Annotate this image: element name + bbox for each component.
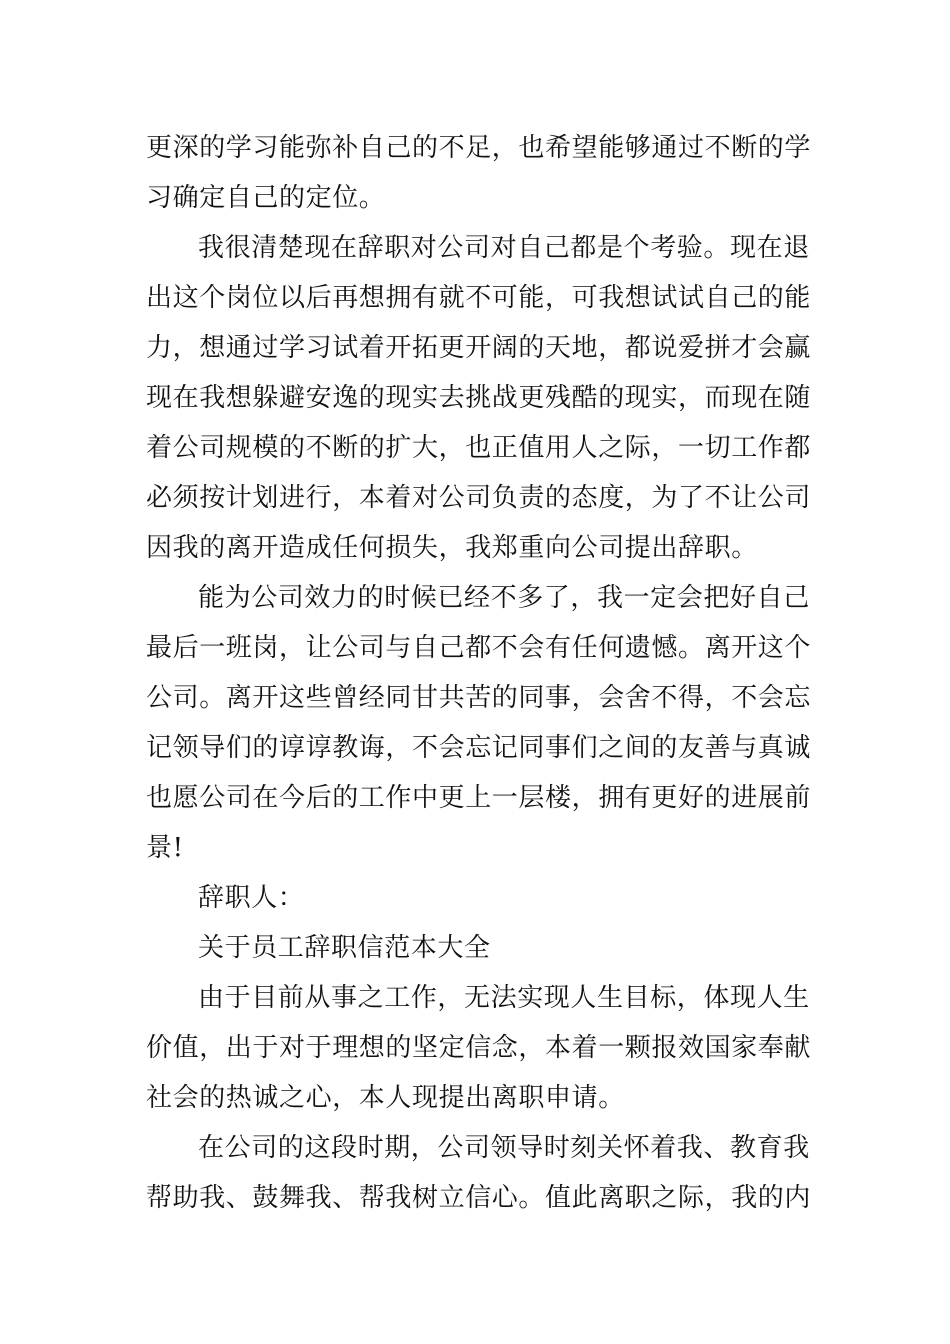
- text-line: 景!: [146, 833, 184, 863]
- text-line: 帮助我、鼓舞我、帮我树立信心。值此离职之际，我的内: [146, 1183, 812, 1213]
- text-line: 能为公司效力的时候已经不多了，我一定会把好自己: [198, 583, 810, 613]
- text-line: 社会的热诚之心，本人现提出离职申请。: [146, 1083, 625, 1113]
- text-line: 出这个岗位以后再想拥有就不可能，可我想试试自己的能: [146, 283, 812, 313]
- text-line: 必须按计划进行，本着对公司负责的态度，为了不让公司: [146, 483, 812, 513]
- text-line: 更深的学习能弥补自己的不足，也希望能够通过不断的学: [146, 133, 812, 163]
- text-line: 记领导们的谆谆教诲，不会忘记同事们之间的友善与真诚: [146, 733, 812, 763]
- text-line: 辞职人：: [198, 883, 305, 913]
- text-line: 习确定自己的定位。: [146, 183, 386, 213]
- text-line: 也愿公司在今后的工作中更上一层楼，拥有更好的进展前: [146, 783, 812, 813]
- text-line: 因我的离开造成任何损失，我郑重向公司提出辞职。: [146, 533, 758, 563]
- text-line: 现在我想躲避安逸的现实去挑战更残酷的现实，而现在随: [146, 383, 812, 413]
- text-line: 最后一班岗，让公司与自己都不会有任何遗憾。离开这个: [146, 633, 812, 663]
- text-line: 我很清楚现在辞职对公司对自己都是个考验。现在退: [198, 233, 810, 263]
- text-line: 在公司的这段时期，公司领导时刻关怀着我、教育我: [198, 1133, 810, 1163]
- text-line: 力，想通过学习试着开拓更开阔的天地，都说爱拼才会赢: [146, 333, 812, 363]
- text-line: 由于目前从事之工作，无法实现人生目标，体现人生: [198, 983, 810, 1013]
- text-line: 着公司规模的不断的扩大，也正值用人之际，一切工作都: [146, 433, 812, 463]
- text-line: 价值，出于对于理想的坚定信念，本着一颗报效国家奉献: [146, 1033, 812, 1063]
- document-body-text: [146, 123, 812, 1223]
- text-line: 公司。离开这些曾经同甘共苦的同事，会舍不得，不会忘: [146, 683, 812, 713]
- text-line: 关于员工辞职信范本大全: [198, 933, 491, 963]
